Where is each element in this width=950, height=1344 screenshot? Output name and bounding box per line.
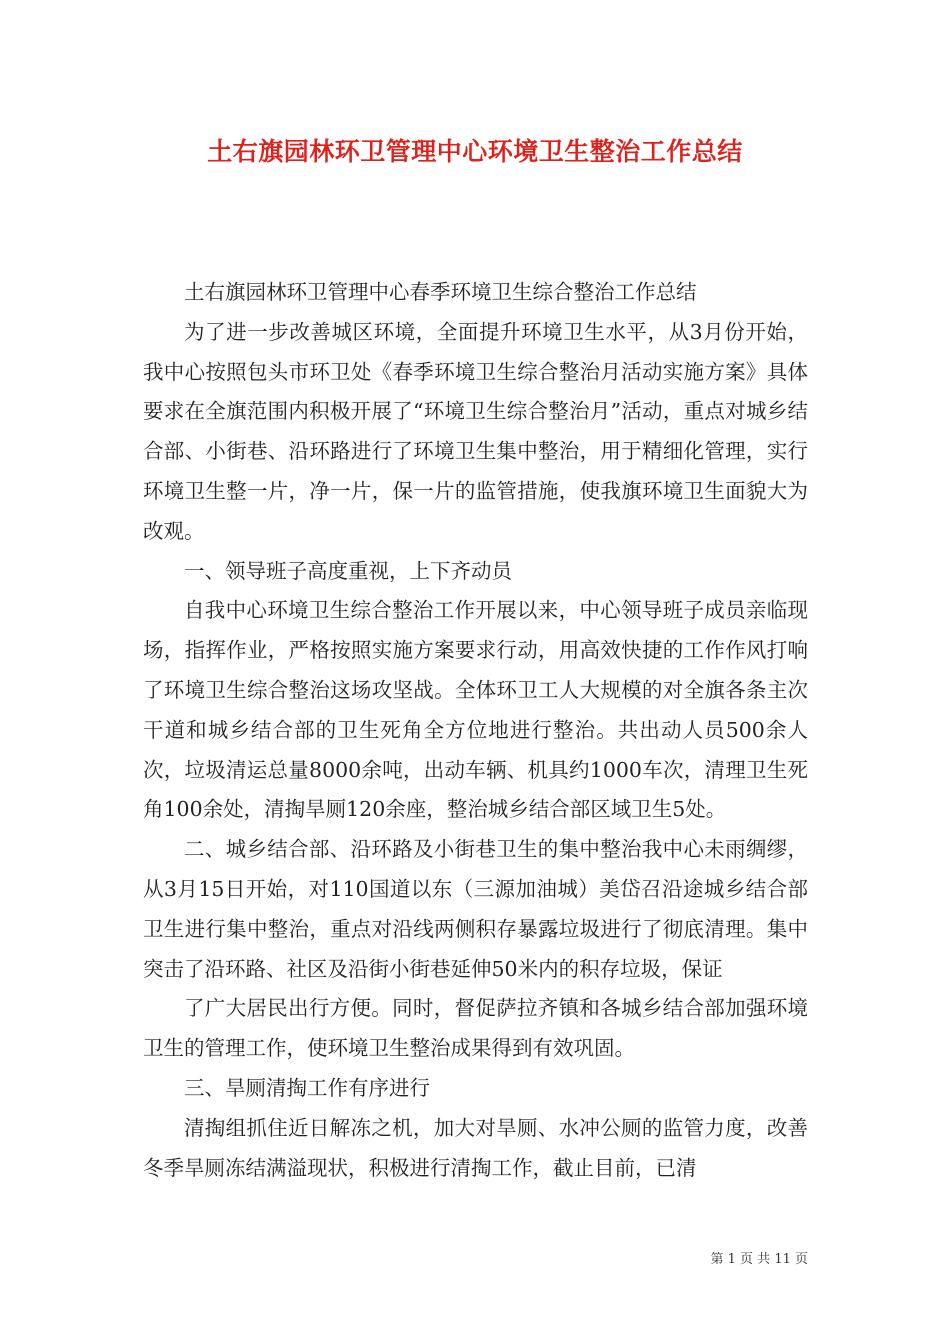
section-heading-3: 三、旱厕清掏工作有序进行: [184, 1075, 430, 1100]
document-title: 土右旗园林环卫管理中心环境卫生整治工作总结: [207, 137, 743, 166]
section-heading-1: 一、领导班子高度重视，上下齐动员: [184, 558, 512, 583]
paragraph-section-3: 清掏组抓住近日解冻之机，加大对旱厕、水冲公厕的监管力度，改善冬季旱厕冻结满溢现状，积极进行清掏工作，截止目前，已清: [143, 1115, 808, 1180]
paragraph-section-1: 自我中心环境卫生综合整治工作开展以来，中心领导班子成员亲临现场，指挥作业，严格按照实施方案要求行动，用高效快捷的工作作风打响了环境卫生综合整治这场攻坚战。全体环卫工人大规模的对全旗各条主次干道和城乡结合部的卫生死角全方位地进行整治。共出动人员500余人次，垃圾清运总量8000余吨，出动车辆、机具约1000车次，清理卫生死角100余处，清掏旱厕120余座，整治城乡结合部区域卫生5处。: [143, 598, 808, 822]
paragraph-section-2-cont: 了广大居民出行方便。同时，督促萨拉齐镇和各城乡结合部加强环境卫生的管理工作，使环境卫生整治成果得到有效巩固。: [143, 996, 808, 1061]
page-number-footer: 第 1 页 共 11 页: [710, 1252, 808, 1267]
document-body: [143, 273, 808, 1188]
paragraph-subtitle: 土右旗园林环卫管理中心春季环境卫生综合整治工作总结: [184, 280, 697, 304]
paragraph-intro: 为了进一步改善城区环境，全面提升环境卫生水平，从3月份开始，我中心按照包头市环卫处《春季环境卫生综合整治月活动实施方案》具体要求在全旗范围内积极开展了“环境卫生综合整治月”活动，重点对城乡结合部、小街巷、沿环路进行了环境卫生集中整治，用于精细化管理，实行环境卫生整一片，净一片，保一片的监管措施，使我旗环境卫生面貌大为改观。: [143, 319, 808, 543]
paragraph-section-2: 二、城乡结合部、沿环路及小街巷卫生的集中整治我中心未雨绸缪，从3月15日开始，对110国道以东（三源加油城）美岱召沿途城乡结合部卫生进行集中整治，重点对沿线两侧积存暴露垃圾进行了彻底清理。集中突击了沿环路、社区及沿街小街巷延伸50米内的积存垃圾，保证: [143, 837, 808, 981]
